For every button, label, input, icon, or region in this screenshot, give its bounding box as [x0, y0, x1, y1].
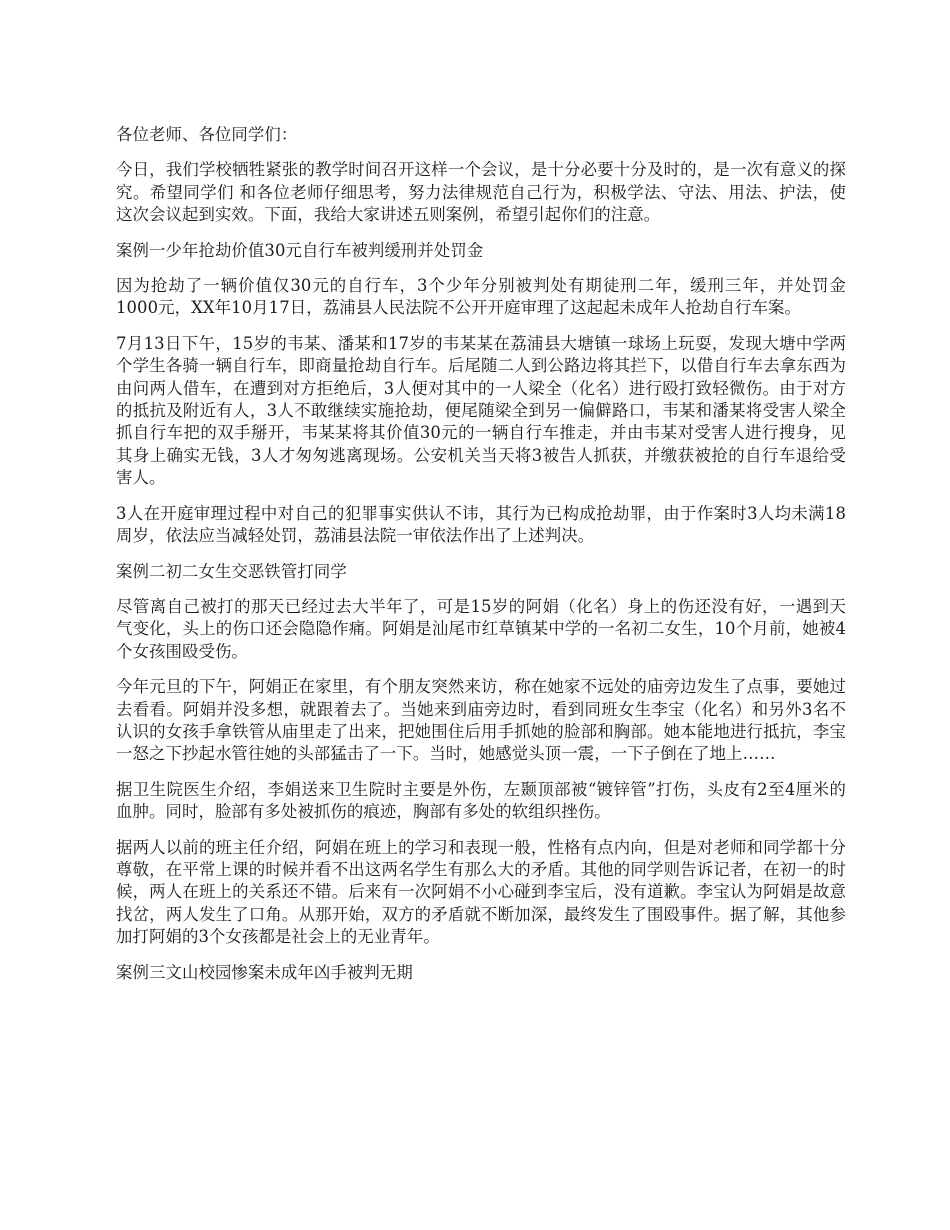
case-1-paragraph-1: 因为抢劫了一辆价值仅30元的自行车，3个少年分别被判处有期徒刑二年，缓刑三年，并处罚金1000元，XX年10月17日，荔浦县人民法院不公开开庭审理了这起起未成年人抢劫自行车案。 — [116, 276, 846, 318]
case-1-heading: 案例一少年抢劫价值30元自行车被判缓刑并处罚金 — [116, 240, 484, 260]
case-2-paragraph-2: 今年元旦的下午，阿娟正在家里，有个朋友突然来访，称在她家不远处的庙旁边发生了点事，要她过去看看。阿娟并没多想，就跟着去了。当她来到庙旁边时，看到同班女生李宝（化名）和另外3名不认识的女孩手拿铁管从庙里走了出来，把她围住后用手抓她的脸部和胸部。她本能地进行抵抗，李宝一怒之下抄起水管往她的头部猛击了一下。当时，她感觉头顶一震，一下子倒在了地上…… — [116, 677, 846, 764]
document-body — [116, 124, 846, 997]
case-2-paragraph-3: 据卫生院医生介绍，李娟送来卫生院时主要是外伤，左颞顶部被“镀锌管”打伤，头皮有2至4厘米的血肿。同时，脸部有多处被抓伤的痕迹，胸部有多处的软组织挫伤。 — [116, 779, 846, 822]
case-2-paragraph-1: 尽管离自己被打的那天已经过去大半年了，可是15岁的阿娟（化名）身上的伤还没有好，一遇到天气变化，头上的伤口还会隐隐作痛。阿娟是汕尾市红草镇某中学的一名初二女生，10个月前，她被4个女孩围殴受伤。 — [116, 596, 846, 661]
case-2-heading: 案例二初二女生交恶铁管打同学 — [116, 561, 347, 581]
intro-paragraph: 今日，我们学校牺牲紧张的教学时间召开这样一个会议，是十分必要十分及时的，是一次有意义的探究。希望同学们 和各位老师仔细思考，努力法律规范自己行为，积极学法、守法、用法、护法，使这次会议起到实效。下面，我给大家讲述五则案例，希望引起你们的注意。 — [116, 160, 846, 225]
case-2-paragraph-4: 据两人以前的班主任介绍，阿娟在班上的学习和表现一般，性格有点内向，但是对老师和同学都十分尊敬，在平常上课的时候并看不出这两名学生有那么大的矛盾。其他的同学则告诉记者，在初一的时候，两人在班上的关系还不错。后来有一次阿娟不小心碰到李宝后，没有道歉。李宝认为阿娟是故意找岔，两人发生了口角。从那开始，双方的矛盾就不断加深，最终发生了围殴事件。据了解，其他参加打阿娟的3个女孩都是社会上的无业青年。 — [116, 837, 846, 947]
case-3-heading: 案例三文山校园惨案未成年凶手被判无期 — [116, 962, 413, 982]
greeting: 各位老师、各位同学们： — [116, 125, 298, 144]
case-1-paragraph-3: 3人在开庭审理过程中对自己的犯罪事实供认不讳，其行为已构成抢劫罪，由于作案时3人均未满18周岁，依法应当减轻处罚，荔浦县法院一审依法作出了上述判决。 — [116, 503, 846, 546]
case-1-paragraph-2: 7月13日下午，15岁的韦某、潘某和17岁的韦某某在荔浦县大塘镇一球场上玩耍，发现大塘中学两个学生各骑一辆自行车，即商量抢劫自行车。后尾随二人到公路边将其拦下，以借自行车去拿东西为由问两人借车，在遭到对方拒绝后，3人便对其中的一人梁全（化名）进行殴打致轻微伤。由于对方的抵抗及附近有人，3人不敢继续实施抢劫，便尾随梁全到另一偏僻路口，韦某和潘某将受害人梁全抓自行车把的双手掰开，韦某某将其价值30元的一辆自行车推走，并由韦某对受害人进行搜身，见其身上确实无钱，3人才匆匆逃离现场。公安机关当天将3被告人抓获，并缴获被抢的自行车退给受害人。 — [116, 333, 846, 488]
